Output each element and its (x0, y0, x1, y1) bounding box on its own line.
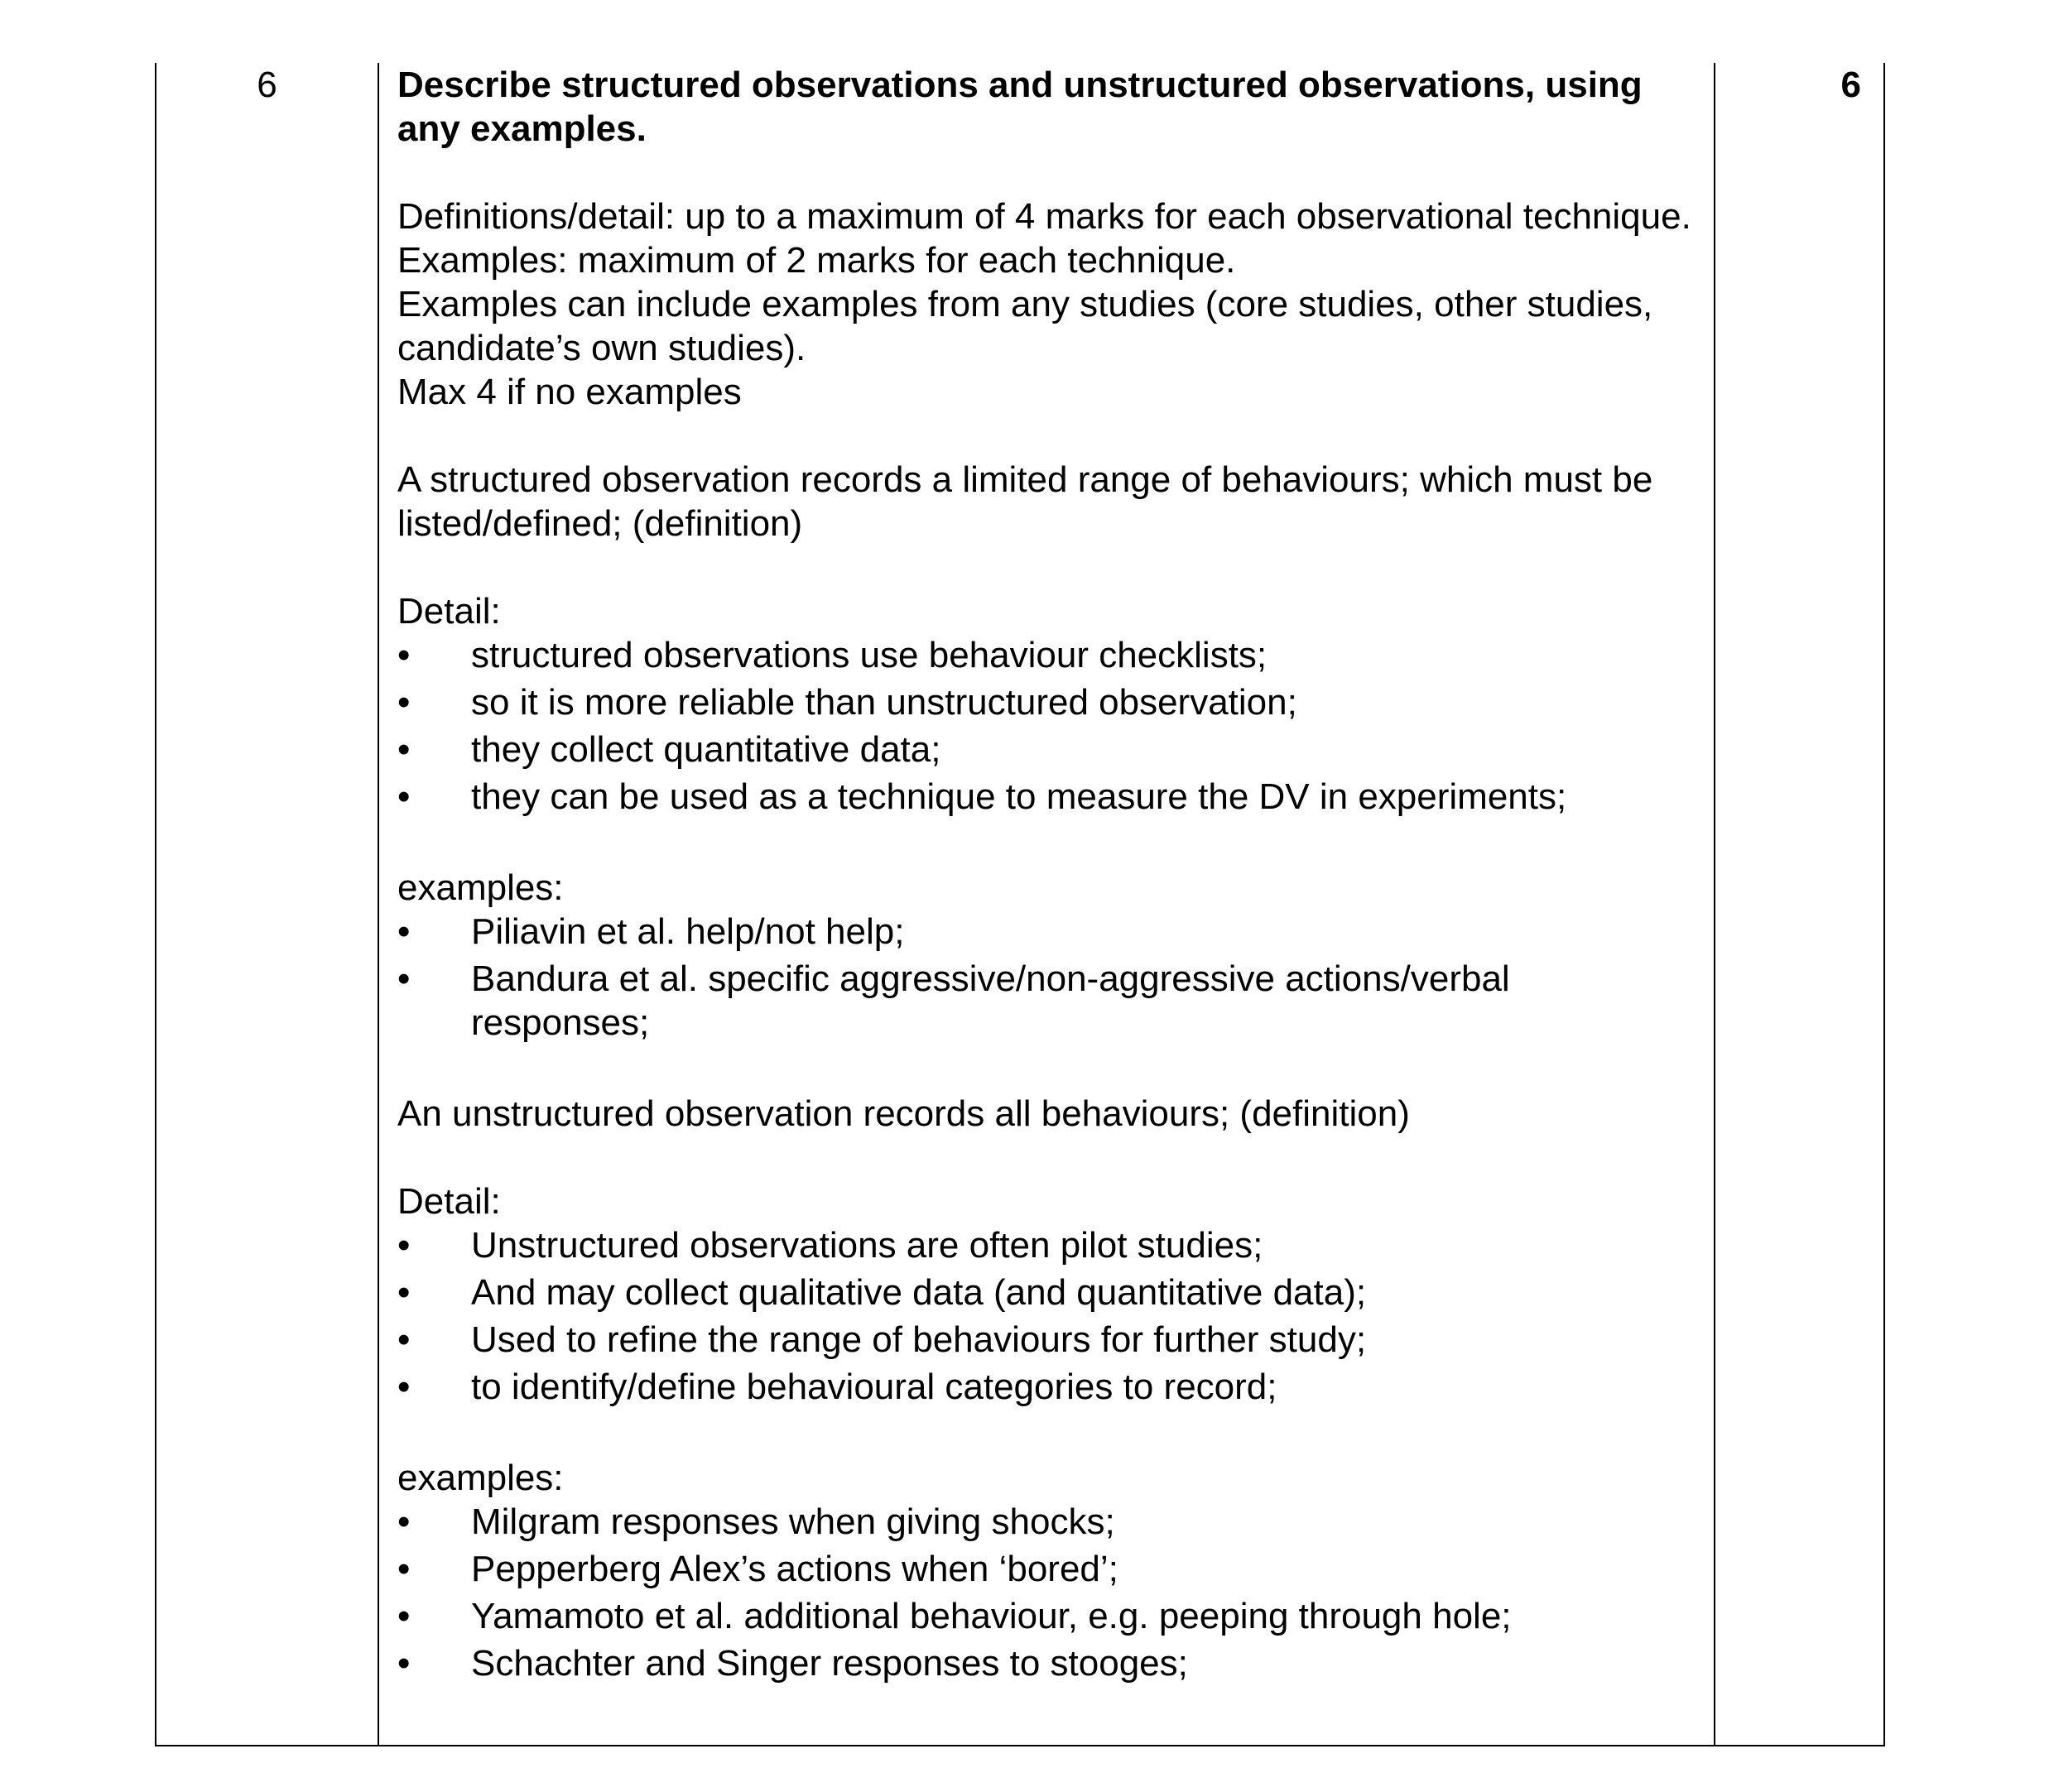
guidance-line: Examples: maximum of 2 marks for each technique. (397, 240, 1236, 281)
guidance-line: Examples can include examples from any studies (core studies, other studies, candidate’s own studies). (397, 284, 1653, 368)
unstructured-definition: An unstructured observation records all behaviours; (definition) (397, 1093, 1410, 1134)
list-item: • to identify/define behavioural categories to record; (397, 1367, 1277, 1407)
structured-definition: A structured observation records a limited range of behaviours; which must be listed/defined; (definition) (397, 459, 1653, 544)
list-item: • Schachter and Singer responses to stooges; (397, 1643, 1188, 1684)
list-item: • they can be used as a technique to measure the DV in experiments; (397, 776, 1567, 817)
structured-examples-heading: examples: (397, 867, 564, 908)
bullet-icon: • (397, 1319, 411, 1360)
marks-value: 6 (1840, 65, 1861, 105)
list-item: • structured observations use behaviour checklists; (397, 635, 1268, 675)
unstructured-detail-heading: Detail: (397, 1181, 501, 1222)
mark-scheme-table (155, 63, 1885, 1746)
bullet-icon: • (397, 1367, 411, 1407)
bullet-icon: • (397, 1225, 411, 1266)
list-item: • Unstructured observations are often pilot studies; (397, 1225, 1263, 1266)
bullet-icon: • (397, 1272, 411, 1313)
list-item: • Piliavin et al. help/not help; (397, 911, 905, 952)
unstructured-detail-list (397, 1223, 1705, 1409)
list-item: • And may collect qualitative data (and quantitative data); (397, 1272, 1367, 1313)
answer-content (397, 63, 1705, 1689)
bullet-icon: • (397, 1549, 411, 1589)
question-text: Describe structured observations and unstructured observations, using any examples. (397, 65, 1643, 149)
unstructured-examples-list (397, 1500, 1705, 1685)
unstructured-examples-heading: examples: (397, 1458, 564, 1498)
list-item: • Milgram responses when giving shocks; (397, 1501, 1115, 1542)
bullet-icon: • (397, 911, 411, 952)
bullet-icon: • (397, 1596, 411, 1636)
guidance-line: Definitions/detail: up to a maximum of 4 marks for each observational technique. (397, 196, 1691, 237)
bullet-icon: • (397, 1501, 411, 1542)
guidance-line: Max 4 if no examples (397, 372, 742, 412)
structured-detail-list (397, 633, 1705, 819)
column-divider (378, 63, 379, 1745)
question-number: 6 (257, 65, 277, 105)
structured-examples-list (397, 910, 1705, 1045)
bullet-icon: • (397, 682, 411, 723)
list-item: • Yamamoto et al. additional behaviour, e.g. peeping through hole; (397, 1596, 1512, 1636)
bullet-icon: • (397, 635, 411, 675)
bullet-icon: • (397, 776, 411, 817)
list-item: • so it is more reliable than unstructured observation; (397, 682, 1297, 723)
list-item: • Bandura et al. specific aggressive/non-aggressive actions/verbal responses; (397, 958, 1510, 1043)
list-item: • Used to refine the range of behaviours for further study; (397, 1319, 1367, 1360)
bullet-icon: • (397, 958, 411, 999)
list-item: • Pepperberg Alex’s actions when ‘bored’; (397, 1549, 1118, 1589)
list-item: • they collect quantitative data; (397, 729, 941, 770)
bullet-icon: • (397, 729, 411, 770)
structured-detail-heading: Detail: (397, 591, 501, 632)
bullet-icon: • (397, 1643, 411, 1684)
column-divider (1714, 63, 1715, 1745)
